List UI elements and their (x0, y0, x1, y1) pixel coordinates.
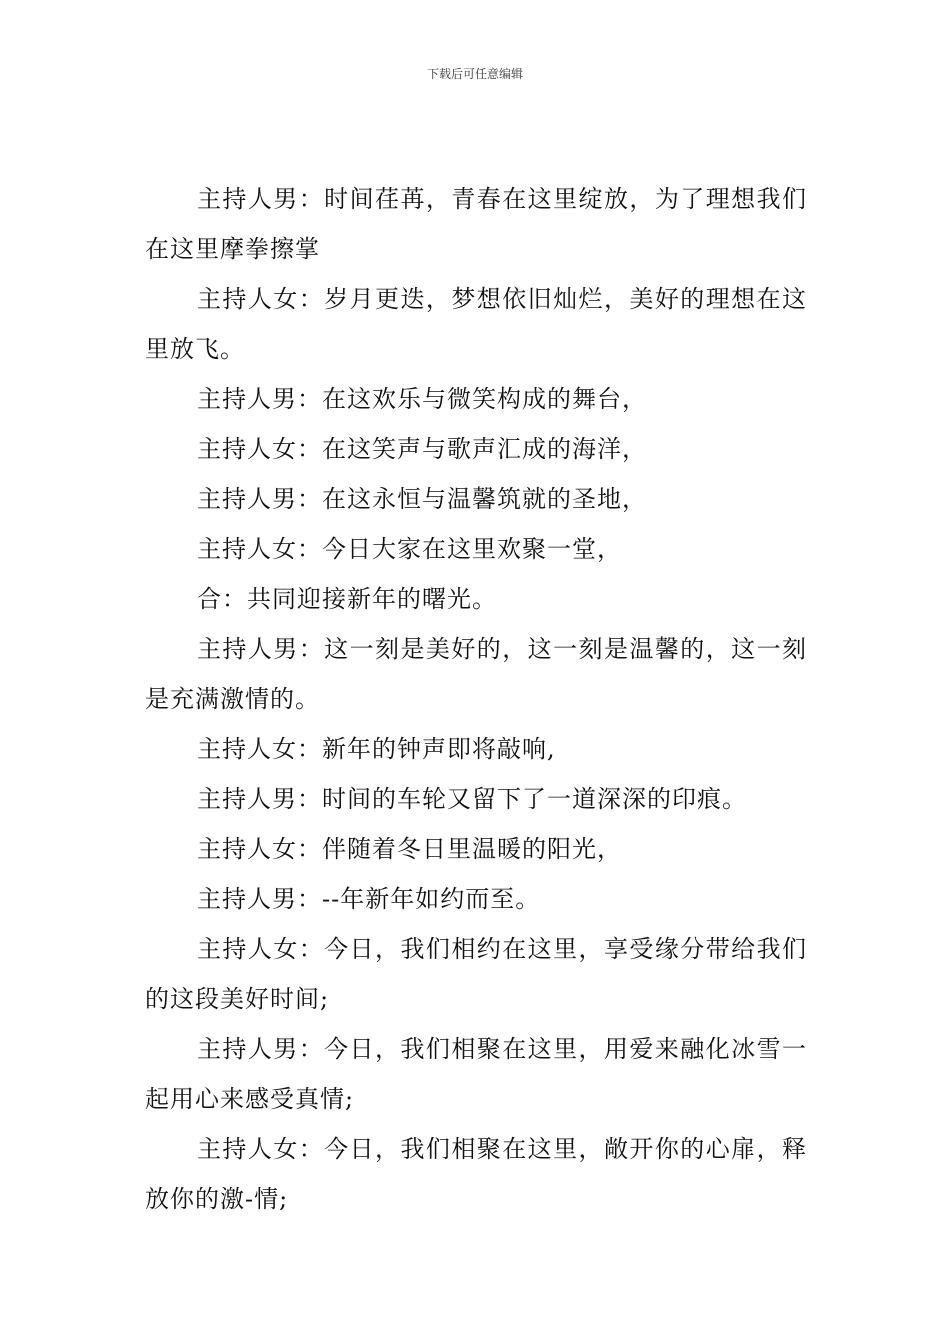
paragraph: 主持人女：岁月更迭，梦想依旧灿烂，美好的理想在这里放飞。 (145, 285, 807, 363)
paragraph: 主持人男：在这永恒与温馨筑就的圣地， (197, 485, 647, 513)
paragraph: 主持人女：今日，我们相聚在这里，敞开你的心扉，释放你的激-情; (145, 1135, 807, 1213)
paragraph: 主持人男：--年新年如约而至。 (197, 885, 541, 913)
paragraph: 主持人女：今日大家在这里欢聚一堂， (197, 535, 622, 563)
paragraph: 合：共同迎接新年的曙光。 (197, 585, 497, 613)
paragraph: 主持人女：在这笑声与歌声汇成的海洋， (197, 435, 647, 463)
paragraph: 主持人男：今日，我们相聚在这里，用爱来融化冰雪一起用心来感受真情; (145, 1035, 807, 1113)
paragraph: 主持人女：今日，我们相约在这里，享受缘分带给我们的这段美好时间; (145, 935, 807, 1013)
page-header: 下载后可任意编辑 (426, 67, 523, 81)
paragraph: 主持人女：伴随着冬日里温暖的阳光， (197, 835, 622, 863)
paragraph: 主持人女：新年的钟声即将敲响, (197, 735, 556, 763)
paragraph: 主持人男：时间的车轮又留下了一道深深的印痕。 (197, 785, 747, 813)
paragraph: 主持人男：这一刻是美好的，这一刻是温馨的，这一刻是充满激情的。 (145, 635, 807, 713)
paragraph: 主持人男：在这欢乐与微笑构成的舞台， (197, 385, 647, 413)
document-body (145, 174, 807, 1224)
paragraph: 主持人男：时间荏苒，青春在这里绽放，为了理想我们在这里摩拳擦掌 (145, 185, 807, 263)
